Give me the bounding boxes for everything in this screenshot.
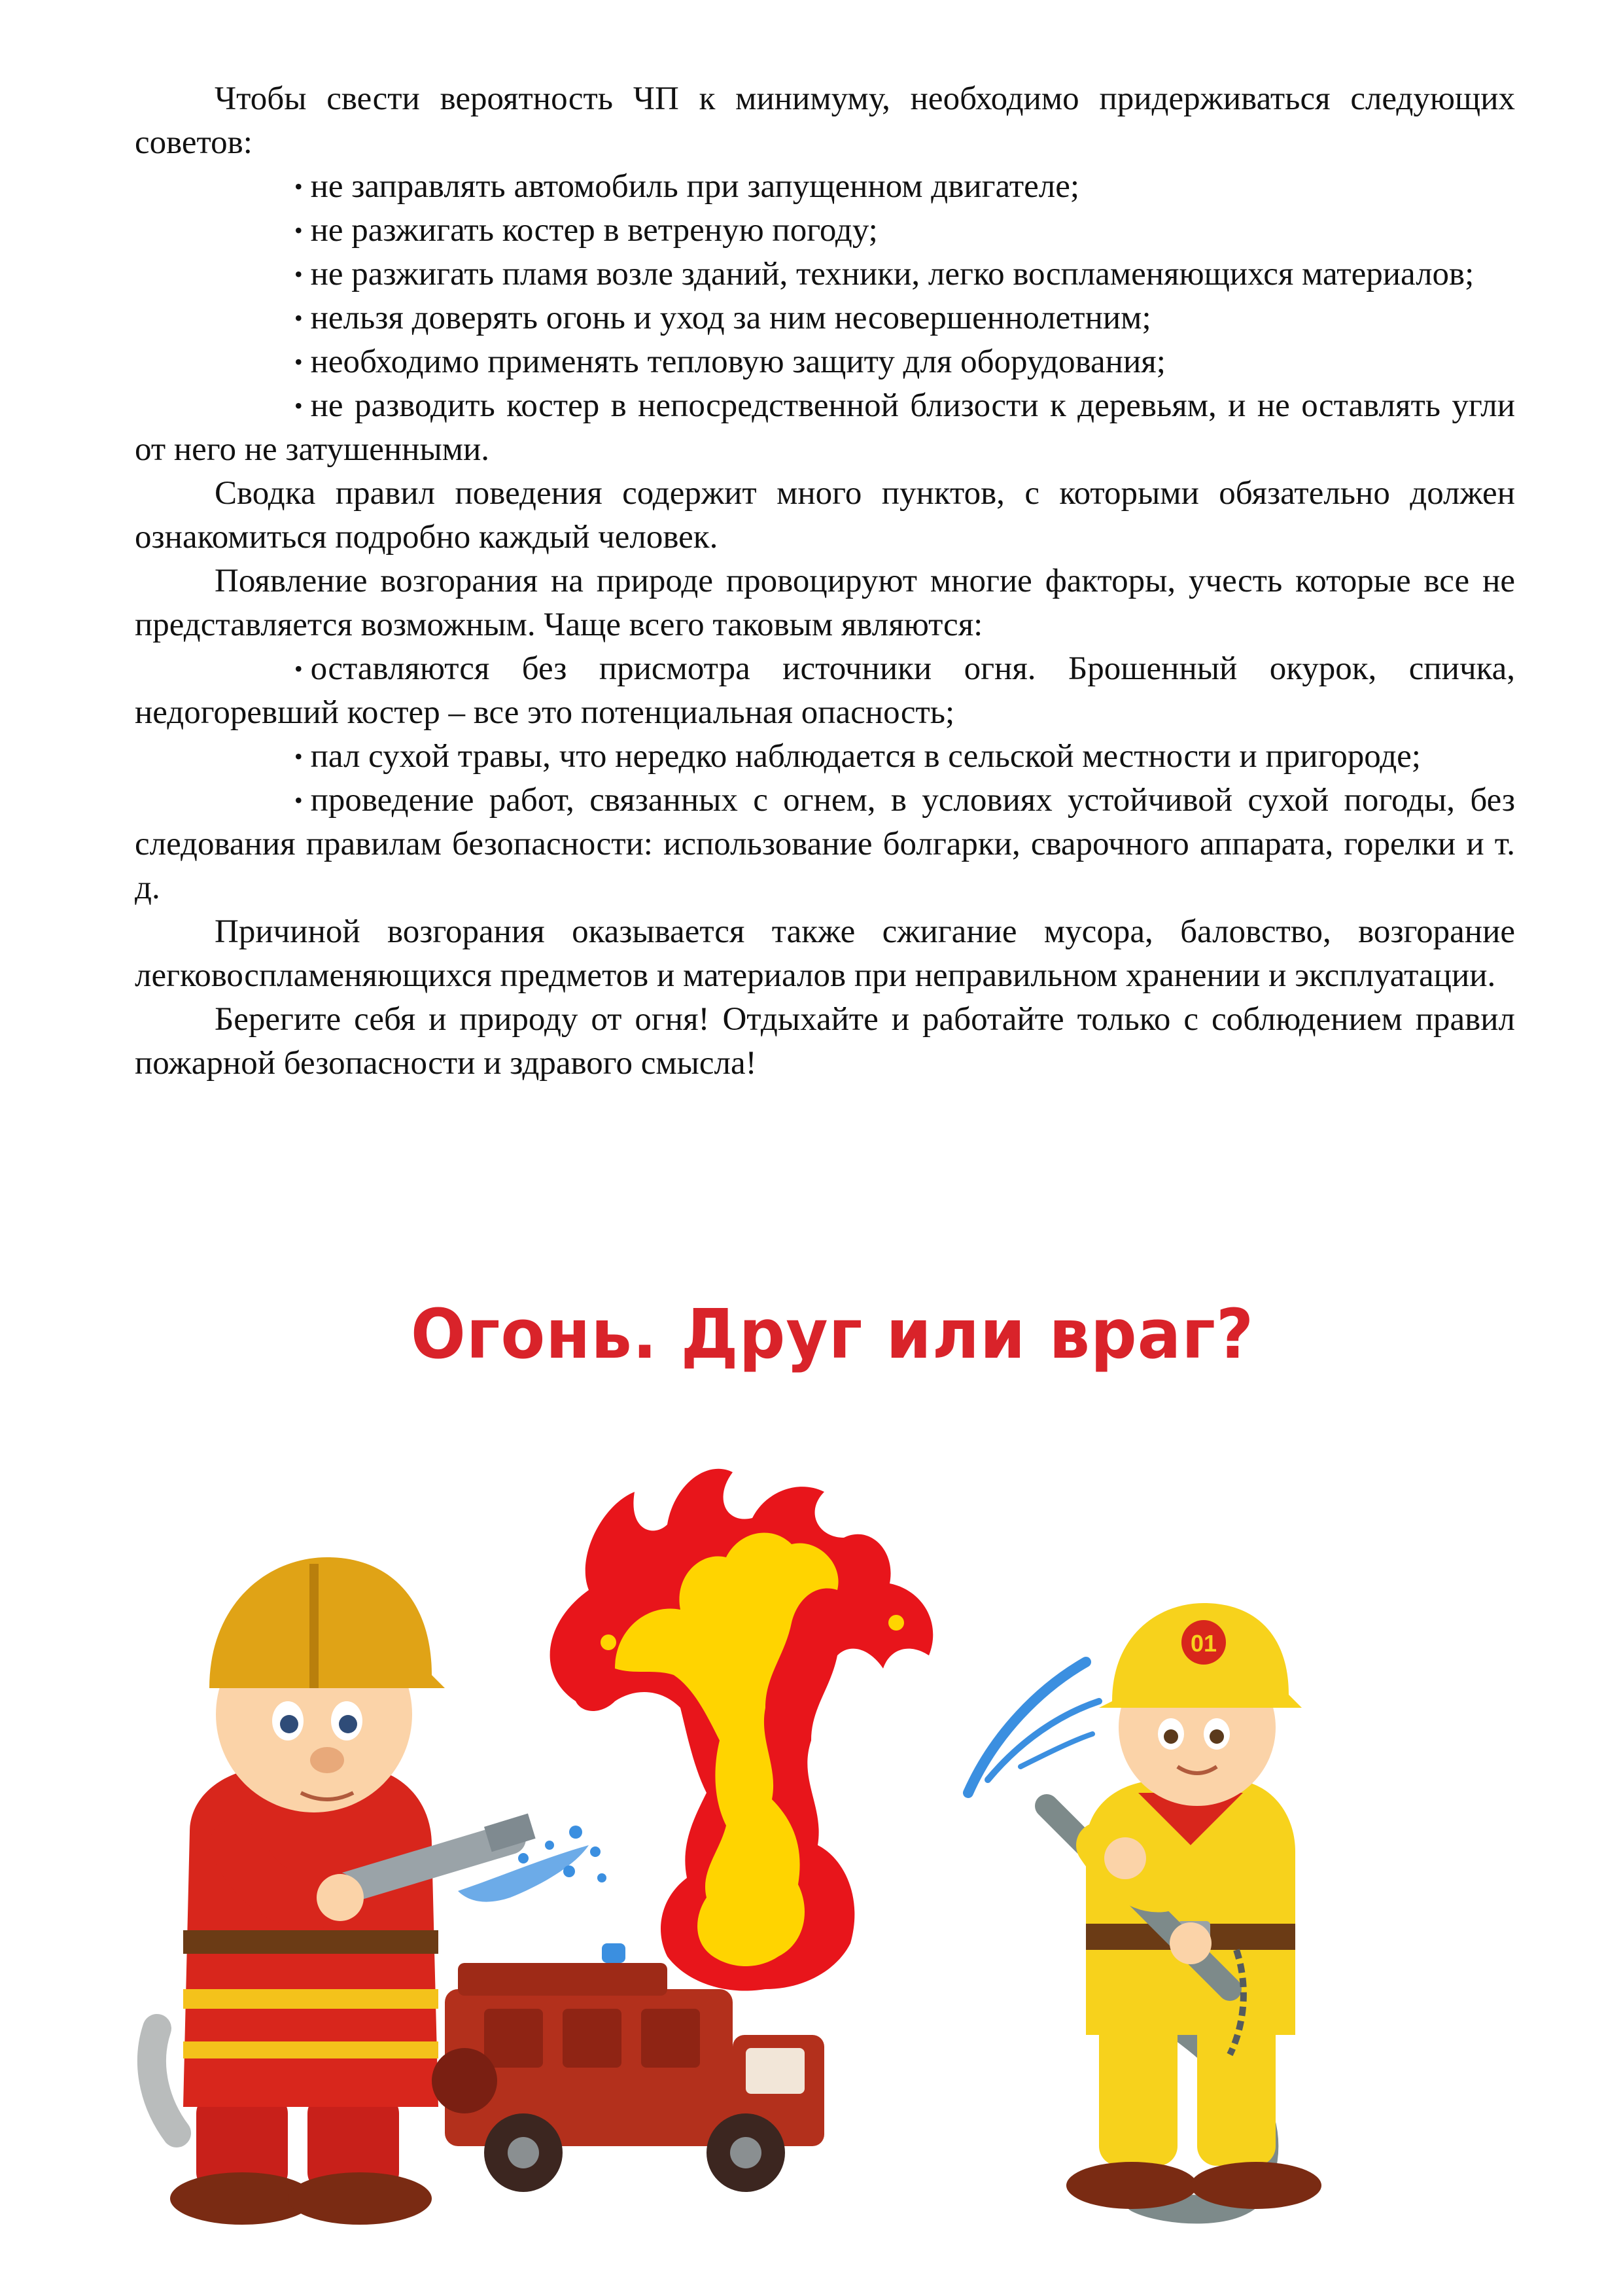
water-spray-right-icon bbox=[968, 1662, 1099, 1793]
bullet-item bbox=[135, 165, 1515, 209]
hose-reel-icon bbox=[432, 2048, 497, 2113]
bullet-icon: • bbox=[294, 787, 303, 813]
bullet-icon: • bbox=[294, 656, 303, 682]
bullet-text: не заправлять автомобиль при запущенном двигателе; bbox=[310, 168, 1080, 205]
dragon-eye-icon bbox=[601, 1634, 616, 1650]
bullet-item bbox=[135, 647, 1515, 735]
paragraph-summary: Сводка правил поведения содержит много пунктов, с которыми обязательно должен ознакомиться подробно каждый человек. bbox=[135, 475, 1515, 556]
bullet-item bbox=[135, 209, 1515, 253]
bullet-icon: • bbox=[294, 217, 303, 243]
document-body bbox=[135, 77, 1515, 1086]
bullet-text: проведение работ, связанных с огнем, в условиях устойчивой сухой погоды, без следования правилам безопасности: использование болгарки, сварочного аппарата, горелки и т. д. bbox=[135, 782, 1515, 906]
bullet-item bbox=[135, 735, 1515, 779]
paragraph-closing: Берегите себя и природу от огня! Отдыхайте и работайте только с соблюдением правил пожарной безопасности и здравого смысла! bbox=[135, 1001, 1515, 1082]
paragraph-reasons: Причиной возгорания оказывается также сжигание мусора, баловство, возгорание легковоспламеняющихся предметов и материалов при неправильном хранении и эксплуатации. bbox=[135, 913, 1515, 994]
hose-coil-icon bbox=[152, 2028, 177, 2133]
paragraph-intro: Чтобы свести вероятность ЧП к минимуму, необходимо придерживаться следующих советов: bbox=[135, 80, 1515, 161]
bullet-text: не разжигать костер в ветреную погоду; bbox=[310, 212, 878, 249]
bullet-text: необходимо применять тепловую защиту для оборудования; bbox=[310, 344, 1166, 380]
siren-icon bbox=[602, 1943, 625, 1963]
firefighter-right-icon bbox=[1047, 1603, 1321, 2209]
bullet-text: нельзя доверять огонь и уход за ним несовершеннолетним; bbox=[310, 300, 1151, 336]
bullet-icon: • bbox=[294, 261, 303, 287]
paragraph-causes: Появление возгорания на природе провоцируют многие факторы, учесть которые все не представляется возможным. Чаще всего таковым являются: bbox=[135, 563, 1515, 643]
boot-icon bbox=[1066, 2162, 1197, 2209]
flame-dragon-icon bbox=[550, 1469, 934, 1991]
bullet-item bbox=[135, 253, 1515, 296]
bullet-icon: • bbox=[294, 393, 303, 419]
bullet-icon: • bbox=[294, 173, 303, 200]
bullet-icon: • bbox=[294, 305, 303, 331]
firefighters-illustration bbox=[118, 1426, 1505, 2238]
poster-title: Огонь. Друг или враг? bbox=[410, 1294, 1255, 1374]
bullet-text: не разжигать пламя возле зданий, техники, легко воспламеняющихся материалов; bbox=[310, 256, 1475, 292]
boot-icon bbox=[288, 2172, 432, 2225]
helmet-number: 01 bbox=[1190, 1630, 1217, 1657]
bullet-text: не разводить костер в непосредственной близости к деревьям, и не оставлять угли от него не затушенными. bbox=[135, 387, 1515, 468]
bullet-icon: • bbox=[294, 743, 303, 769]
boot-icon bbox=[1191, 2162, 1321, 2209]
bullet-text: оставляются без присмотра источники огня. Брошенный окурок, спичка, недогоревший костер – все это потенциальная опасность; bbox=[135, 650, 1515, 731]
bullet-item bbox=[135, 340, 1515, 384]
bullet-item bbox=[135, 779, 1515, 910]
dragon-eye-icon bbox=[888, 1615, 904, 1631]
bullet-item bbox=[135, 296, 1515, 340]
helmet-icon bbox=[196, 1557, 445, 1688]
bullet-item bbox=[135, 384, 1515, 472]
bullet-icon: • bbox=[294, 349, 303, 375]
bullet-text: пал сухой травы, что нередко наблюдается в сельской местности и пригороде; bbox=[310, 738, 1421, 775]
